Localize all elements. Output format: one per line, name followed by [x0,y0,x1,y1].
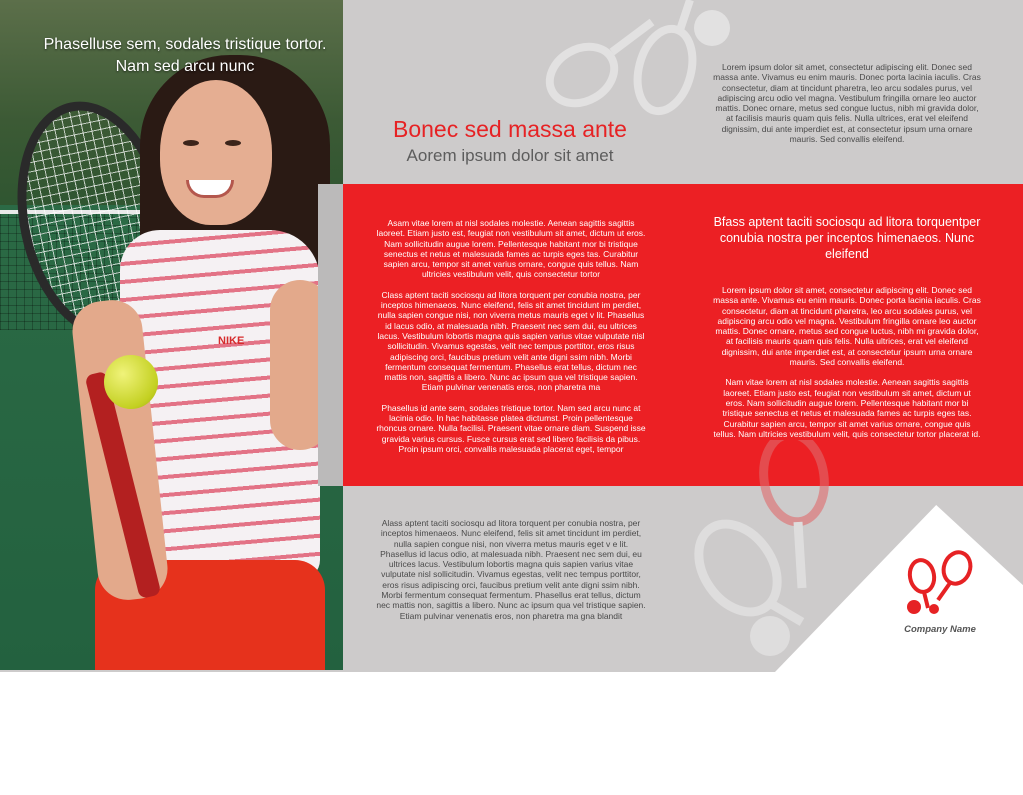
band-right-paragraph-2: Nam vitae lorem at nisl sodales molestie. Aenean sagittis sagittis laoreet. Etiam justo est, feugiat non vestibulum sit amet, dictum ut eros. Nam sollicitudin augue lorem. Pellentesque habitant mor bi tristique senectus et netus et malesuada fames ac turpis eges tas. Curabitur sapien arcu, tempor sit amet varius ornare, congue quis tellus. Nam ultricies vestibulum velit, quis consectetur tortor placerat id. [713,377,981,439]
photo-caption: Phaselluse sem, sodales tristique tortor. Nam sed arcu nunc [43,36,327,75]
tennis-rackets-icon [900,548,980,618]
band-right-column [713,285,981,449]
band-right-paragraph-1: Lorem ipsum dolor sit amet, consectetur adipiscing elit. Donec sed massa ante. Vivamus eu enim mauris. Donec porta lacinia iaculis. Cras consectetur, diam at tincidunt pharetra, leo arcu sodales purus, vel adipiscing arcu odio vel magna. Vestibulum fringilla ornare leo auctor mattis. Donec ornare, metus sed congue luctus, nibh mi gravida dolor, at facilisis mauris quam quis felis. Nulla ultrices, erat vel eleifend dignissim, dui ante imperdiet est, at consectetur ipsum urna ornare mauris. Sed convallis eleifend. [713,285,981,368]
band-left-paragraph-3: Phasellus id ante sem, sodales tristique tortor. Nam sed arcu nunc at lacinia odio. In hac habitasse platea dictumst. Proin pellentesque rhoncus ornare. Nulla facilisi. Praesent vitae ornare diam. Suspend isse gravida varius cursus. Fusce cursus erat sed libero facilisis da pibus. Proin ipsum orci, convallis malesuada placerat eget, tempor [376,402,646,454]
tennis-player-photo [0,0,343,670]
main-headline: Bonec sed massa ante [393,116,627,142]
top-right-paragraph: Lorem ipsum dolor sit amet, consectetur adipiscing elit. Donec sed massa ante. Vivamus eu enim mauris. Donec porta lacinia iaculis. Cras consectetur, diam at tincidunt pharetra, leo arcu sodales purus, vel adipiscing arcu odio vel magna. Vestibulum fringilla ornare leo auctor mattis. Donec ornare, metus sed congue luctus, nibh mi gravida dolor, at facilisis mauris quam quis felis. Nulla ultrices, erat vel eleifend dignissim, dui ante imperdiet est, at consectetur ipsum urna ornare mauris. Sed convallis eleifend. [713,62,981,145]
racket-outline-icon [540,0,740,130]
bottom-left-paragraph: Alass aptent taciti sociosqu ad litora torquent per conubia nostra, per inceptos himenaeos. Nunc eleifend, felis sit amet tincidunt im perdiet, nulla sapien congue nisi, non viverra metus mauris eget v e lit. Phasellus id lacus odio, at malesuada nibh. Praesent nec sem dui, eu ultrices lacus. Vestibulum lobortis magna quis sapien varius vitae vulputate nisl sollicitudin. Vivamus egestas, velit nec tempus porttitor, eros risus adipiscing orci, faucibus pretium velit ante digni ssim nibh. Morbi fermentum consequat fermentum. Phasellus erat tellus, dictum nec mattis non, sagittis a libero. Nunc ac ipsum qua vel tristique sapien. Etiam pulvinar venenatis eros, non pharetra ma gna blandit [376,518,646,621]
band-left-paragraph-1: Asam vitae lorem at nisl sodales molestie. Aenean sagittis sagittis laoreet. Etiam justo est, feugiat non vestibulum sit amet, dictum ut eros. Nam sollicitudin augue lorem. Pellentesque habitant mor bi tristique senectus et netus et malesuada fames ac turpis eges tas. Curabitur sapien arcu, tempor sit amet varius ornare, congue quis tellus. Nam ultricies vestibulum velit, quis consectetur tortor [376,218,646,280]
band-left-column [375,218,647,464]
tennis-ball-image [104,355,158,409]
band-left-paragraph-2: Class aptent taciti sociosqu ad litora torquent per conubia nostra, per inceptos himenaeos. Nunc eleifend, felis sit amet tincidunt im perdiet, nulla sapien congue nisi, non viverra metus mauris eget v lit. Phasellus id lacus odio, at malesuada nibh. Praesent nec sem dui, eu ultrices lacus. Vestibulum lobortis magna quis sapien varius vitae vulputate nisl sollicitudin. Vivamus egestas, velit nec tempus porttitor, eros risus adipiscing orci, faucibus pretium velit ante digni ssim nibh. Morbi fermentum consequat fermentum. Phasellus erat tellus, dictum nec mattis non, sagittis a libero. Nunc ac ipsum qua vel tristique sapien. Etiam pulvinar venenatis eros, non pharetra ma [377,289,645,393]
band-right-heading: Bfass aptent taciti sociosqu ad litora torquentper conubia nostra per inceptos himenaeos. Nunc eleifend [713,215,981,261]
shirt-brand-logo: NIKE [218,335,245,347]
side-tab [318,184,344,486]
company-name: Company Name [904,624,976,635]
sub-headline: Aorem ipsum dolor sit amet [406,146,614,165]
